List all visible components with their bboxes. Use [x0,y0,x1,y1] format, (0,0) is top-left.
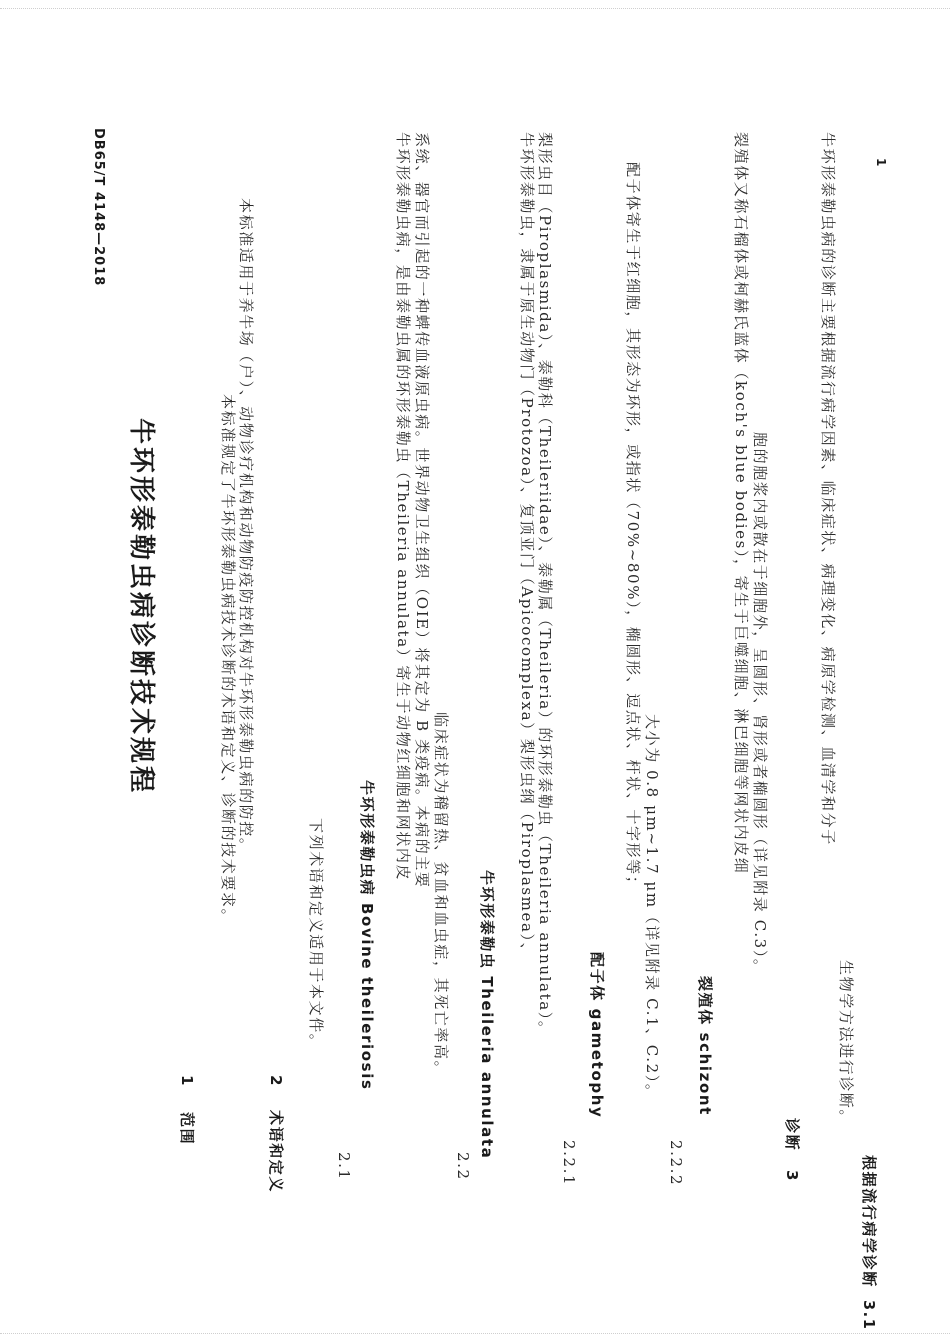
section-3-1-heading: 根据流行病学诊断 [860,1155,878,1288]
section-2-1-heading: 牛环形泰勒虫病 Bovine theileriosis [358,780,376,1091]
section-1-heading: 范围 [178,1112,196,1146]
section-2-2-2-heading: 裂殖体 schizont [696,976,714,1116]
section-1-number: 1 [178,1075,196,1088]
section-3-heading: 诊断 [783,1118,801,1152]
scope-paragraph-line-1: 本标准规定了牛环形泰勒虫病技术诊断的术语和定义、诊断的技术要求。 [219,394,237,926]
section-2-heading: 术语和定义 [267,1110,285,1194]
page-number: 1 [874,158,888,168]
section-2-1-number: 2.1 [335,1152,353,1181]
section-3-number: 3 [783,1170,801,1183]
section-2-number: 2 [267,1075,285,1088]
scan-edge-top [0,0,950,9]
definition-2-2-1-line-1: 配子体寄生于红细胞，其形态为环形，或指状（70%~80%），椭圆形、逗点状、杆状、十字形等； [624,162,642,893]
definition-2-1-line-2: 系统、器官而引起的一种蜱传血液原虫病。世界动物卫生组织（OIE）将其定为 B 类疫病。本病的主要 [413,132,431,889]
diagnosis-paragraph-line-1: 牛环形泰勒虫病的诊断主要根据流行病学因素、临床症状、病理变化、病原学检测、血清学和分子 [819,132,837,846]
document-title: 牛环形泰勒虫病诊断技术规程 [126,418,156,796]
section-2-2-2-number: 2.2.2 [667,1140,685,1187]
section-2-2-1-number: 2.2.1 [560,1140,578,1187]
scope-paragraph-line-2: 本标准适用于养牛场（户）、动物诊疗机构和动物防疫防控机构对牛环形泰勒虫病的防控。 [237,198,255,855]
section-2-2-1-heading: 配子体 gametophy [588,952,606,1119]
definition-2-1-line-3: 临床症状为稽留热、贫血和血虫症，其死亡率高。 [432,712,450,1078]
definition-2-2-line-2: 梨形虫目（Piroplasmida）、泰勒科（Theileriidae）、泰勒属（Theileria）的环形泰勒虫（Theileria annulata）。 [536,132,554,1038]
definition-2-2-2-line-1: 裂殖体又称石榴体或柯赫氏蓝体（koch's blue bodies），寄生于巨噬细胞、淋巴细胞等网状内皮细 [732,132,750,875]
scan-edge-bottom [0,1333,950,1344]
section-2-2-number: 2.2 [454,1152,472,1181]
terms-intro: 下列术语和定义适用于本文件。 [307,818,325,1051]
diagnosis-paragraph-line-2: 生物学方法进行诊断。 [837,960,855,1127]
definition-2-1-line-1: 牛环形泰勒虫病，是由泰勒虫属的环形泰勒虫（Theileria annulata）寄生于动物红细胞和网状内皮 [394,132,412,882]
definition-2-2-line-1: 牛环形泰勒虫，隶属于原生动物门（Protozoa）、复顶亚门（Apicocomplexa）梨形虫纲（Piroplasmea）、 [518,132,536,960]
section-2-2-heading: 牛环形泰勒虫 Theileria annulata [478,870,496,1160]
definition-2-2-1-line-2: 大小为 0.8 μm~1.7 μm（详见附录 C.1、C.2）。 [643,714,661,1101]
definition-2-2-2-line-2: 胞的胞浆内或散在于细胞外，呈圆形、肾形或者椭圆形（详见附录 C.3）。 [751,432,769,976]
standard-number: DB65/T 4148—2018 [91,128,106,287]
section-3-1-number: 3.1 [860,1300,878,1331]
